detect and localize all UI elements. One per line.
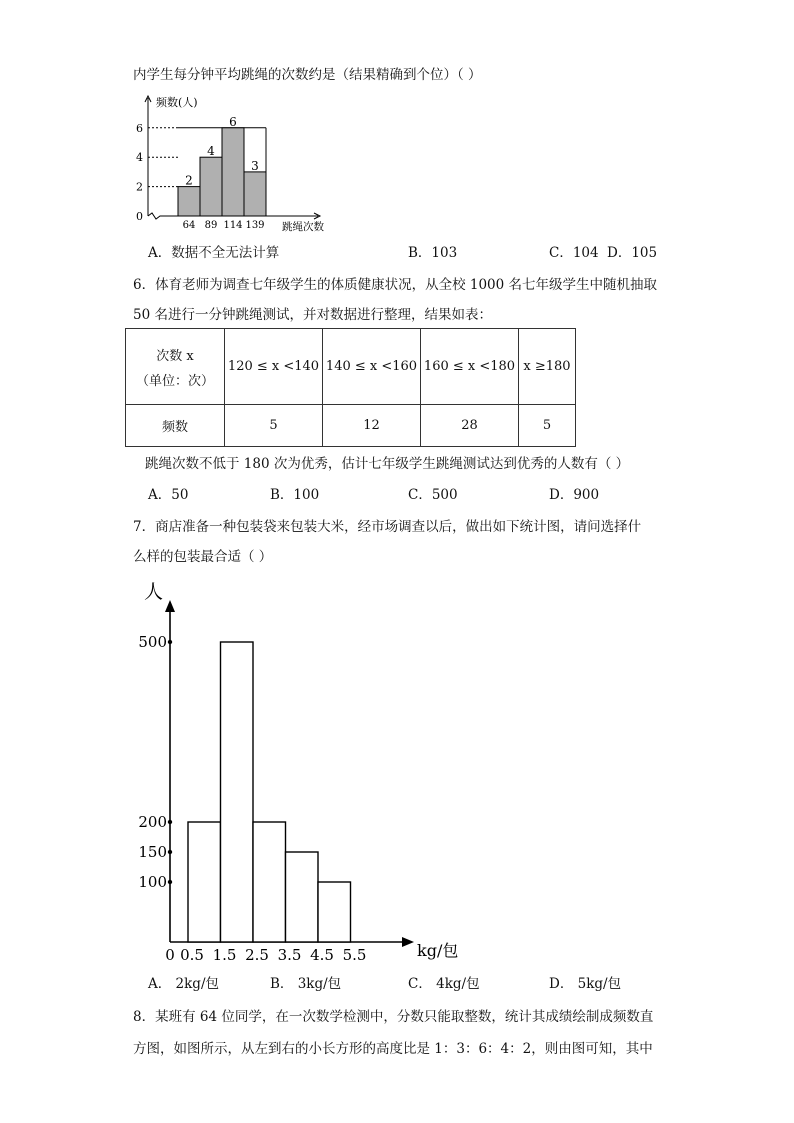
bar [221, 642, 254, 942]
y-tick-label: 6 [136, 121, 143, 135]
table-header-label [126, 329, 225, 405]
q8-stem-line2: 方图，如图所示，从左到右的小长方形的高度比是 1：3：6：4：2，则由图可知，其中 [133, 1041, 653, 1057]
x-tick-label: 64 [182, 220, 196, 231]
y-tick-label: 500 [138, 633, 167, 651]
header-label-line2: （单位：次） [135, 373, 214, 389]
data-label: 2 [185, 173, 193, 188]
bar [286, 852, 319, 942]
table-header-range: x ≥180 [519, 329, 576, 405]
bar [318, 882, 351, 942]
x-tick-label: 89 [204, 220, 218, 231]
x-tick-label: 4.5 [310, 946, 334, 964]
x-tick-label: 139 [245, 220, 265, 231]
chart-jump-rope-histogram [130, 90, 340, 235]
bar [200, 157, 222, 216]
x-tick-label: 3.5 [277, 946, 302, 964]
q6-option-b[interactable]: B．100 [270, 487, 320, 503]
x-tick-label: 0.5 [180, 946, 204, 964]
chart-rice-bag-histogram [130, 578, 470, 968]
table-cell: 5 [225, 405, 323, 447]
q6-stem-line1: 6．体育老师为调查七年级学生的体质健康状况，从全校 1000 名七年级学生中随机抽取 [133, 277, 658, 293]
q7-option-a[interactable]: A． 2kg/包 [148, 976, 220, 992]
bar [244, 172, 266, 216]
table-row [126, 405, 576, 447]
data-label: 4 [207, 144, 215, 159]
table-cell: 12 [323, 405, 421, 447]
q7-stem-line2: 么样的包装最合适（ ） [133, 549, 273, 565]
q5-option-a[interactable]: A．数据不全无法计算 [148, 245, 280, 261]
q7-option-c[interactable]: C． 4kg/包 [408, 976, 480, 992]
y-tick-label: 150 [138, 843, 167, 861]
y-tick-label: 100 [138, 873, 167, 891]
x-tick-label: 0 [165, 946, 175, 964]
y-tick-label: 200 [138, 813, 167, 831]
bar [253, 822, 286, 942]
y-tick-label: 4 [136, 151, 143, 165]
y-tick-dot [168, 640, 172, 644]
q6-stem-line2: 50 名进行一分钟跳绳测试，并对数据进行整理，结果如表： [133, 307, 492, 323]
x-axis-label: kg/包 [417, 941, 459, 960]
x-tick-label: 2.5 [245, 946, 269, 964]
y-tick-dot [168, 880, 172, 884]
q5-option-b[interactable]: B．103 [408, 245, 458, 261]
bar [222, 128, 244, 216]
table-header-range: 140 ≤ x <160 [323, 329, 421, 405]
data-label: 3 [251, 158, 259, 173]
y-tick-dot [168, 820, 172, 824]
q5-option-c[interactable]: C．104 [549, 245, 599, 261]
q7-stem-line1: 7．商店准备一种包装袋来包装大米，经市场调查以后，做出如下统计图，请问选择什 [133, 519, 642, 535]
y-axis-label: 人 [144, 581, 164, 603]
q5-option-d[interactable]: D．105 [607, 245, 658, 261]
y-axis-arrow [165, 600, 175, 612]
y-tick-label: 2 [136, 180, 143, 194]
y-tick-dot [168, 850, 172, 854]
data-label: 6 [229, 114, 237, 129]
table-cell: 28 [421, 405, 519, 447]
q6-option-d[interactable]: D．900 [549, 487, 600, 503]
y-axis-label: 频数(人) [156, 96, 198, 109]
table-header-range: 120 ≤ x <140 [225, 329, 323, 405]
y-tick-label: 0 [136, 210, 143, 223]
q6-option-c[interactable]: C．500 [408, 487, 458, 503]
q7-option-d[interactable]: D． 5kg/包 [549, 976, 622, 992]
q5-stem: 内学生每分钟平均跳绳的次数约是（结果精确到个位）（ ） [133, 67, 482, 83]
q6-option-a[interactable]: A．50 [148, 487, 189, 503]
bar [188, 822, 221, 942]
q7-option-b[interactable]: B． 3kg/包 [270, 976, 342, 992]
table-row-label: 频数 [126, 405, 225, 447]
x-tick-label: 114 [223, 220, 243, 231]
header-label-line1: 次数 x [156, 348, 194, 364]
x-axis-label: 跳绳次数 [282, 221, 324, 233]
q6-question: 跳绳次数不低于 180 次为优秀，估计七年级学生跳绳测试达到优秀的人数有（ ） [145, 456, 630, 472]
x-tick-label: 5.5 [342, 946, 367, 964]
table-cell: 5 [519, 405, 576, 447]
table-header-range: 160 ≤ x <180 [421, 329, 519, 405]
table-row [126, 329, 576, 405]
x-axis-arrow [402, 937, 414, 947]
q8-stem-line1: 8．某班有 64 位同学，在一次数学检测中，分数只能取整数，统计其成绩绘制成频数直 [133, 1009, 654, 1025]
x-tick-label: 1.5 [212, 946, 237, 964]
bar [178, 187, 200, 216]
q6-frequency-table [125, 328, 576, 447]
